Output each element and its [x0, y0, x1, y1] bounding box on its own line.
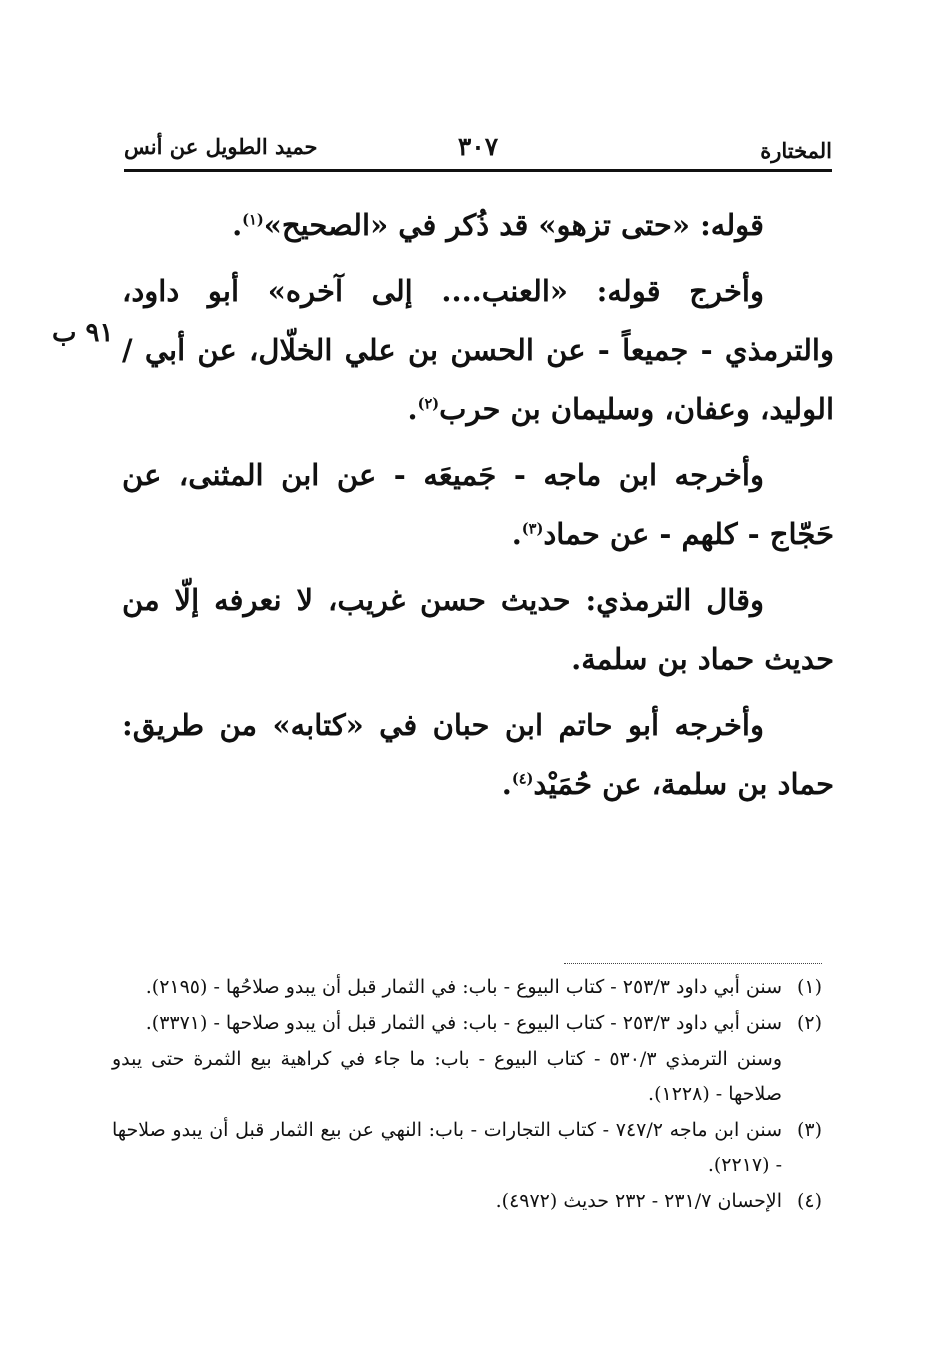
footnotes — [112, 970, 822, 1220]
footnote-number: (٤) — [796, 1190, 822, 1212]
header-book-title: المختارة — [760, 138, 832, 163]
paragraph: وقال الترمذي: حديث حسن غريب، لا نعرفه إلّا من حديث حماد بن سلمة. — [122, 583, 834, 676]
footnote-number: (٢) — [796, 1012, 822, 1034]
footnote — [112, 1006, 822, 1041]
footnote-text: الإحسان ٢٣١/٧ - ٢٣٢ حديث (٤٩٧٢). — [495, 1190, 782, 1212]
footnote — [112, 1184, 822, 1219]
header-section-title: حميد الطويل عن أنس — [124, 134, 318, 159]
page-number: ٣٠٧ — [457, 132, 499, 161]
margin-folio-note: ٩١ ب — [52, 318, 114, 348]
paragraph: وأخرج قوله: «العنب.... إلى آخره» أبو داود، والترمذي - جميعاً - عن الحسن بن علي الخلّال، عن أبي /الوليد، وعفان، وسليمان بن حرب$^{(٢)}$. — [122, 274, 834, 426]
paragraph: وأخرجه ابن ماجه - جَميعَه - عن ابن المثنى، عن حَجّاج - كلهم - عن حماد$^{(٣)}$. — [122, 458, 834, 551]
footnote — [112, 970, 822, 1005]
footnote-ref: (٣) — [521, 520, 544, 538]
footnote-text: سنن ابن ماجه ٧٤٧/٢ - كتاب التجارات - باب: النهي عن بيع الثمار قبل أن يبدو صلاحها - (٢٢١٧). — [112, 1119, 782, 1176]
footnote-text: سنن أبي داود ٢٥٣/٣ - كتاب البيوع - باب: في الثمار قبل أن يبدو صلاحها - (٣٣٧١). — [145, 1012, 782, 1034]
paragraph: وأخرجه أبو حاتم ابن حبان في «كتابه» من طريق: حماد بن سلمة، عن حُمَيْد$^{(٤)}$. — [122, 708, 834, 801]
footnote-number: (٣) — [796, 1119, 822, 1141]
footnote-number: (١) — [796, 976, 822, 998]
footnote-ref: (٤) — [511, 770, 534, 788]
footnote-text: وسنن الترمذي ٥٣٠/٣ - كتاب البيوع - باب: ما جاء في كراهية بيع الثمرة حتى يبدو صلاحها - (١٢٢٨). — [112, 1048, 782, 1105]
paragraph: قوله: «حتى تزهو» قد ذُكر في «الصحيح»$^{(١)}$. — [232, 208, 764, 242]
footnote-ref: (٢) — [417, 395, 440, 413]
footnote-continuation — [112, 1042, 822, 1112]
footnote-ref: (١) — [242, 211, 264, 229]
header-rule — [124, 169, 832, 172]
main-text — [122, 196, 834, 821]
footnote-text: سنن أبي داود ٢٥٣/٣ - كتاب البيوع - باب: في الثمار قبل أن يبدو صلاحُها - (٢١٩٥). — [145, 976, 782, 998]
footnote-separator — [564, 963, 822, 964]
footnote — [112, 1113, 822, 1183]
running-header — [124, 128, 832, 168]
